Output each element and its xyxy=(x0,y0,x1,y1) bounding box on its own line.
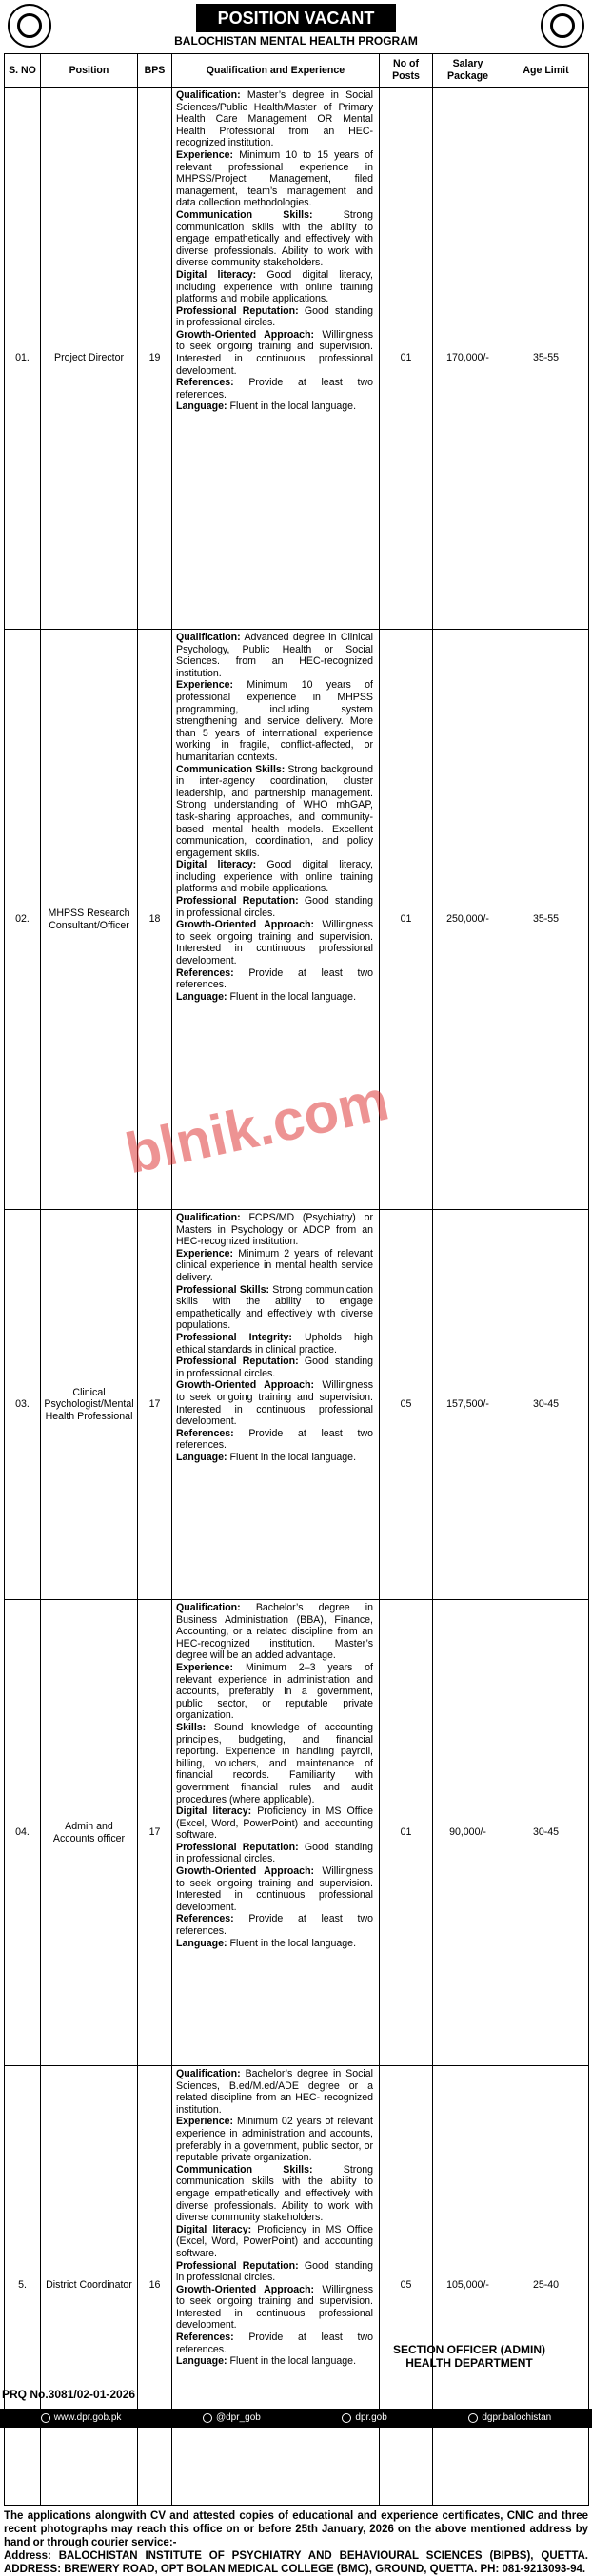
requirement-label: Professional Integrity: xyxy=(176,1331,292,1343)
table-row xyxy=(5,1600,589,2066)
requirement-label: References: xyxy=(176,966,234,979)
table-row xyxy=(5,88,589,630)
requirement-label: Communication Skills: xyxy=(176,2163,313,2176)
requirement-label: References: xyxy=(176,1427,234,1439)
row-bps: 17 xyxy=(138,1210,172,1600)
requirement-item xyxy=(176,632,373,679)
requirement-item xyxy=(176,2355,373,2368)
requirement-item xyxy=(176,149,373,209)
requirement-text: Good standing in professional circles. xyxy=(176,1841,374,1865)
signatory-title: SECTION OFFICER (ADMIN) xyxy=(393,2343,545,2356)
requirement-item xyxy=(176,1452,373,1464)
row-age: 30-45 xyxy=(503,1600,589,2066)
watermark: blnik.com xyxy=(120,1067,394,1186)
col-bps: BPS xyxy=(138,54,172,88)
row-salary: 90,000/- xyxy=(433,1600,503,2066)
requirement-text: Minimum 10 years of professional experience in MHPSS programming, including system strengthening and service delivery. More than 5 years of international experience working in fragile, conflict-affected, or humanitarian contexts. xyxy=(176,679,373,763)
requirement-label: Growth-Oriented Approach: xyxy=(176,1865,315,1878)
requirement-text: Strong communication skills with the ability to engage empathetically and effectively with diverse professionals. Ability to work with diverse community stakeholders. xyxy=(176,208,373,269)
requirement-text: Bachelor’s degree in Business Administration (BBA), Finance, Accounting, or a related discipline from an HEC-recognized institution. Master’s degree will be an added advantage. xyxy=(176,1602,373,1662)
requirement-item xyxy=(176,2284,373,2332)
facebook-link[interactable]: dpr.gob xyxy=(342,2409,386,2428)
requirement-label: Experience: xyxy=(176,2116,234,2128)
website-link[interactable]: www.dpr.gob.pk xyxy=(41,2409,122,2428)
instagram-icon xyxy=(468,2413,478,2423)
row-salary: 170,000/- xyxy=(433,88,503,630)
application-instructions xyxy=(4,2509,588,2576)
requirement-label: Growth-Oriented Approach: xyxy=(176,328,315,341)
requirement-item xyxy=(176,2224,373,2260)
requirement-label: Communication Skills: xyxy=(176,763,286,775)
requirement-text: Advanced degree in Clinical Psychology, Public Health or Social Sciences. from an HEC-recognized institution. xyxy=(176,632,373,679)
requirement-text: FCPS/MD (Psychiatry) or Masters in Psychology or ADCP from an HEC-recognized institution. xyxy=(176,1212,373,1248)
requirement-text: Provide at least two references. xyxy=(176,966,373,991)
requirement-item xyxy=(176,209,373,269)
row-qualification xyxy=(172,2066,380,2506)
requirement-text: Fluent in the local language. xyxy=(227,400,357,413)
requirement-text: Willingness to seek ongoing training and supervision. Interested in continuous professional development. xyxy=(176,328,373,377)
requirement-text: Good standing in professional circles. xyxy=(176,2259,374,2284)
row-posts: 05 xyxy=(380,1210,433,1600)
row-salary: 250,000/- xyxy=(433,630,503,1210)
requirement-label: Growth-Oriented Approach: xyxy=(176,2283,315,2295)
requirement-text: Provide at least two references. xyxy=(176,377,373,400)
requirement-text: Willingness to seek ongoing training and supervision. Interested in continuous professional development. xyxy=(176,1379,373,1428)
row-posts: 01 xyxy=(380,1600,433,2066)
facebook-icon xyxy=(342,2413,351,2423)
row-salary: 105,000/- xyxy=(433,2066,503,2506)
requirement-label: Qualification: xyxy=(176,1602,241,1613)
requirement-item xyxy=(176,991,373,1004)
requirement-text: Willingness to seek ongoing training and supervision. Interested in continuous professional development. xyxy=(176,1865,373,1913)
requirement-text: Upholds high ethical standards in clinical practice. xyxy=(176,1331,373,1356)
requirement-item xyxy=(176,1248,373,1284)
requirement-label: Professional Reputation: xyxy=(176,1356,299,1368)
globe-icon xyxy=(41,2413,50,2423)
requirement-text: Good standing in professional circles. xyxy=(176,1356,374,1379)
requirement-label: Language: xyxy=(176,1937,227,1949)
requirement-item xyxy=(176,1356,373,1379)
row-bps: 16 xyxy=(138,2066,172,2506)
row-age: 35-55 xyxy=(503,630,589,1210)
requirement-label: References: xyxy=(176,377,234,389)
department-logo-icon xyxy=(541,4,584,48)
requirement-text: Good standing in professional circles. xyxy=(176,304,374,329)
header xyxy=(4,4,588,53)
row-posts: 05 xyxy=(380,2066,433,2506)
row-qualification xyxy=(172,1210,380,1600)
col-qualification: Qualification and Experience xyxy=(172,54,380,88)
row-sno: 5. xyxy=(5,2066,41,2506)
requirement-label: Growth-Oriented Approach: xyxy=(176,919,315,931)
contact-bar xyxy=(0,2409,592,2428)
row-sno: 03. xyxy=(5,1210,41,1600)
requirement-label: Experience: xyxy=(176,148,234,161)
row-posts: 01 xyxy=(380,88,433,630)
signatory xyxy=(350,2343,588,2370)
requirement-item xyxy=(176,1212,373,1248)
requirement-text: Minimum 2–3 years of relevant experience in administration and accounts, preferably in a government, public sector, or reputable private organization. xyxy=(176,1661,373,1722)
requirement-item xyxy=(176,1284,373,1332)
col-posts: No of Posts xyxy=(380,54,433,88)
row-bps: 18 xyxy=(138,630,172,1210)
col-sno: S. NO xyxy=(5,54,41,88)
requirement-item xyxy=(176,895,373,919)
requirement-item xyxy=(176,859,373,895)
requirement-item xyxy=(176,1913,373,1937)
row-age: 30-45 xyxy=(503,1210,589,1600)
requirement-item xyxy=(176,1938,373,1950)
requirement-text: Minimum 02 years of relevant experience in administration and accounts, preferably in a government, public sector, or reputable private organization. xyxy=(176,2116,373,2164)
requirement-item xyxy=(176,1332,373,1356)
requirement-item xyxy=(176,269,373,305)
requirement-label: Digital literacy: xyxy=(176,859,257,871)
requirement-label: Qualification: xyxy=(176,632,241,643)
requirement-item xyxy=(176,2332,373,2355)
requirement-label: References: xyxy=(176,2332,234,2344)
requirement-label: Digital literacy: xyxy=(176,268,257,281)
requirement-label: Language: xyxy=(176,990,227,1003)
row-sno: 02. xyxy=(5,630,41,1210)
requirement-label: Language: xyxy=(176,2355,227,2368)
requirement-item xyxy=(176,1805,373,1842)
twitter-link[interactable]: @dpr_gob xyxy=(203,2409,261,2428)
requirement-text: Fluent in the local language. xyxy=(227,2355,357,2368)
requirement-label: Professional Reputation: xyxy=(176,304,299,317)
row-qualification xyxy=(172,630,380,1210)
requirement-label: Growth-Oriented Approach: xyxy=(176,1379,315,1392)
col-age: Age Limit xyxy=(503,54,589,88)
requirement-item xyxy=(176,2260,373,2284)
requirement-text: Strong background in inter-agency coordination, cluster leadership, and partnership management. Strong understanding of WHO mhGAP, task-sharing approaches, and community-based mental health models. Excellent communication, coordination, and policy engagement skills. xyxy=(176,763,373,859)
row-bps: 17 xyxy=(138,1600,172,2066)
requirement-label: Communication Skills: xyxy=(176,208,313,221)
requirement-item xyxy=(176,2116,373,2163)
requirement-item xyxy=(176,679,373,763)
requirement-text: Sound knowledge of accounting principles, budgeting, and financial reporting. Experience in handling payroll, billing, vouchers, and maintenance of financial records. Familiarity with government financial rules and audit procedures (where applicable). xyxy=(176,1721,373,1805)
address-text: Address: BALOCHISTAN INSTITUTE OF PSYCHIATRY AND BEHAVIOURAL SCIENCES (BIPBS), QUETTA. ADDRESS: BREWERY ROAD, OPT BOLAN MEDICAL COLLEGE (BMC), GROUND, QUETTA. PH: 081-9213093-94. xyxy=(4,2550,588,2575)
signatory-department: HEALTH DEPARTMENT xyxy=(405,2356,533,2370)
twitter-icon xyxy=(203,2413,212,2423)
row-posts: 01 xyxy=(380,630,433,1210)
requirement-text: Willingness to seek ongoing training and supervision. Interested in continuous professional development. xyxy=(176,919,373,967)
requirement-text: Proficiency in MS Office (Excel, Word, PowerPoint) and accounting software. xyxy=(176,1805,373,1842)
requirement-label: Qualification: xyxy=(176,1212,241,1223)
requirement-text: Minimum 10 to 15 years of relevant professional experience in MHPSS/Project Management, filed management, team’s management and data collection methodologies. xyxy=(176,148,373,209)
requirement-item xyxy=(176,919,373,966)
requirement-label: Digital literacy: xyxy=(176,1805,252,1818)
requirement-text: Good digital literacy, including experience with online training platforms and mobile applications. xyxy=(176,859,374,895)
requirement-item xyxy=(176,1662,373,1722)
row-position: District Coordinator xyxy=(41,2066,138,2506)
page-title: POSITION VACANT xyxy=(196,4,396,32)
row-bps: 19 xyxy=(138,88,172,630)
requirement-text: Good digital literacy, including experience with online training platforms and mobile applications. xyxy=(176,268,374,305)
instagram-link[interactable]: dgpr.balochistan xyxy=(468,2409,551,2428)
advertisement-page xyxy=(4,4,588,2575)
requirement-label: Language: xyxy=(176,400,227,413)
requirement-text: Fluent in the local language. xyxy=(227,990,357,1003)
requirement-item xyxy=(176,377,373,400)
requirement-label: Professional Reputation: xyxy=(176,1841,299,1853)
requirement-text: Provide at least two references. xyxy=(176,1913,373,1938)
requirement-label: Experience: xyxy=(176,679,234,692)
row-position: Project Director xyxy=(41,88,138,630)
row-age: 35-55 xyxy=(503,88,589,630)
requirement-item xyxy=(176,1379,373,1427)
row-sno: 01. xyxy=(5,88,41,630)
row-qualification xyxy=(172,1600,380,2066)
requirement-label: Qualification: xyxy=(176,89,241,101)
requirement-item xyxy=(176,764,373,860)
requirement-item xyxy=(176,1602,373,1662)
requirement-label: References: xyxy=(176,1913,234,1925)
prq-number: PRQ No.3081/02-01-2026 xyxy=(2,2388,136,2401)
col-salary: Salary Package xyxy=(433,54,503,88)
requirement-item xyxy=(176,329,373,377)
row-qualification xyxy=(172,88,380,630)
requirement-text: Master’s degree in Social Sciences/Public Health/Master of Primary Health Care Management OR Mental Health Professional from an HEC-recognized institution. xyxy=(176,89,373,149)
requirement-text: Fluent in the local language. xyxy=(227,1937,357,1949)
requirement-text: Strong communication skills with the ability to engage empathetically and effectively with diverse professionals. Ability to work with diverse community stakeholders. xyxy=(176,2163,373,2224)
requirement-text: Good standing in professional circles. xyxy=(176,895,374,919)
instructions-text: The applications alongwith CV and attested copies of educational and experience certificates, CNIC and three recent photographs may reach this office on or before 25th January, 2026 on the above mentioned address by hand or through courier service:- xyxy=(4,2510,588,2548)
requirement-label: Professional Reputation: xyxy=(176,2259,299,2272)
row-age: 25-40 xyxy=(503,2066,589,2506)
requirement-item xyxy=(176,305,373,329)
requirement-label: Experience: xyxy=(176,1661,234,1673)
row-position: MHPSS Research Consultant/Officer xyxy=(41,630,138,1210)
requirement-label: Skills: xyxy=(176,1721,207,1733)
row-salary: 157,500/- xyxy=(433,1210,503,1600)
row-position: Clinical Psychologist/Mental Health Professional xyxy=(41,1210,138,1600)
page-subtitle: BALOCHISTAN MENTAL HEALTH PROGRAM xyxy=(174,34,418,48)
requirement-item xyxy=(176,2164,373,2224)
requirement-label: Experience: xyxy=(176,1247,234,1259)
row-sno: 04. xyxy=(5,1600,41,2066)
requirement-text: Willingness to seek ongoing training and supervision. Interested in continuous professional development. xyxy=(176,2283,373,2332)
requirement-text: Provide at least two references. xyxy=(176,2332,373,2355)
requirement-item xyxy=(176,1842,373,1865)
table-row xyxy=(5,1210,589,1600)
requirement-text: Proficiency in MS Office (Excel, Word, PowerPoint) and accounting software. xyxy=(176,2223,373,2259)
col-position: Position xyxy=(41,54,138,88)
requirement-item xyxy=(176,2068,373,2116)
requirement-item xyxy=(176,1865,373,1913)
requirement-label: Digital literacy: xyxy=(176,2223,252,2235)
requirement-text: Minimum 2 years of relevant clinical experience in mental health service delivery. xyxy=(176,1247,373,1283)
table-row xyxy=(5,630,589,1210)
requirement-label: Professional Skills: xyxy=(176,1283,270,1296)
table-header-row xyxy=(5,54,589,88)
table-row xyxy=(5,2066,589,2506)
requirement-label: Language: xyxy=(176,1451,227,1463)
requirement-item xyxy=(176,400,373,413)
positions-table xyxy=(4,53,589,2506)
requirement-item xyxy=(176,1722,373,1805)
requirement-text: Fluent in the local language. xyxy=(227,1451,357,1463)
requirement-item xyxy=(176,1428,373,1452)
requirement-text: Strong communication skills with the ability to engage empathetically and effectively with diverse populations. xyxy=(176,1283,374,1332)
requirement-item xyxy=(176,967,373,991)
requirement-text: Provide at least two references. xyxy=(176,1427,373,1452)
requirement-label: Qualification: xyxy=(176,2068,241,2079)
requirement-text: Bachelor’s degree in Social Sciences, B.ed/M.ed/ADE degree or a related discipline from an HEC- recognized institution. xyxy=(176,2068,373,2116)
requirement-item xyxy=(176,89,373,149)
row-position: Admin and Accounts officer xyxy=(41,1600,138,2066)
requirement-label: Professional Reputation: xyxy=(176,895,299,907)
